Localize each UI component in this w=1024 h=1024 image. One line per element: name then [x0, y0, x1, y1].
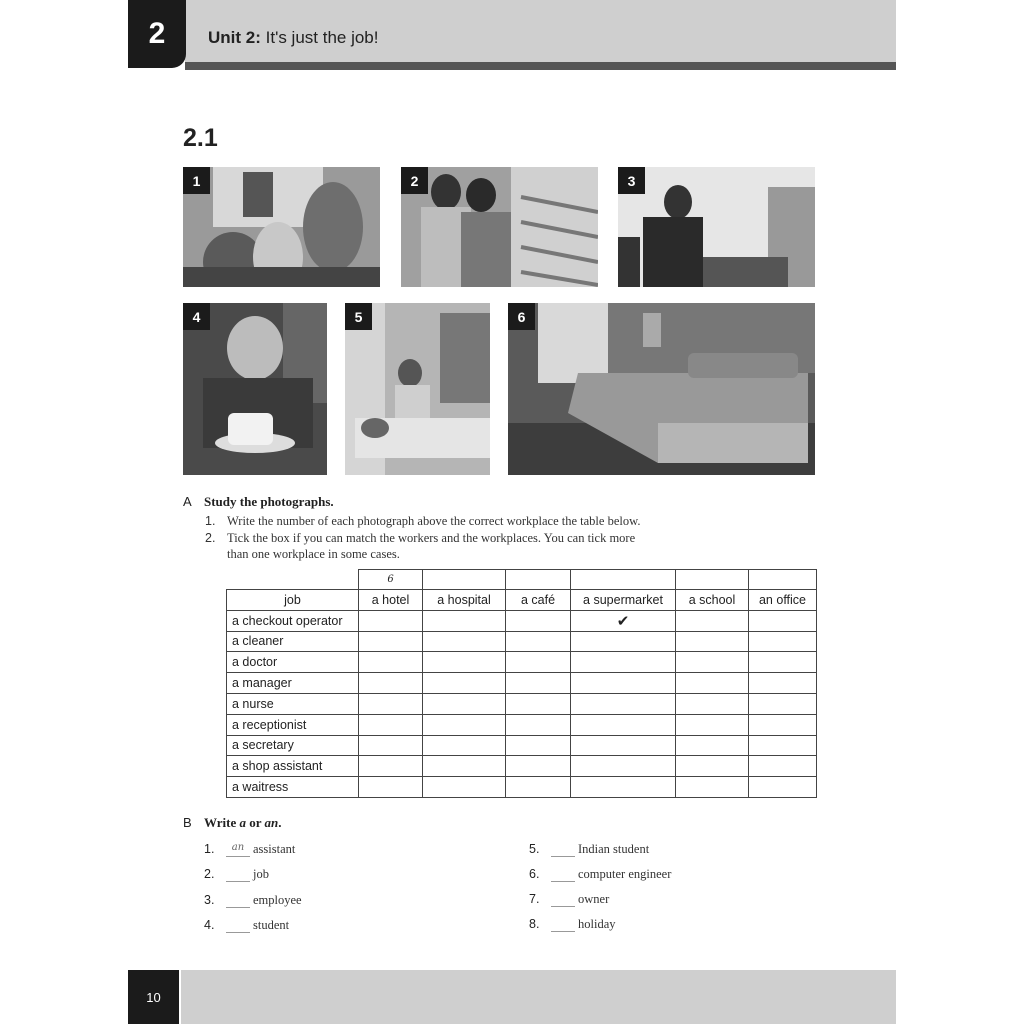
part-b-item-number: 4.	[204, 918, 215, 932]
tick-box[interactable]	[359, 652, 423, 673]
part-b-item-number: 6.	[529, 867, 540, 881]
table-row	[227, 673, 817, 694]
tick-box[interactable]	[359, 735, 423, 756]
photo-number-4: 4	[183, 303, 210, 330]
job-cell: a cleaner	[227, 631, 359, 652]
tick-box[interactable]	[676, 693, 749, 714]
part-b-heading	[204, 815, 282, 831]
tick-box[interactable]	[506, 714, 571, 735]
tick-box[interactable]	[359, 673, 423, 694]
part-b-heading-end: .	[278, 815, 282, 830]
tick-box[interactable]	[749, 735, 817, 756]
part-b-item-number: 8.	[529, 917, 540, 931]
tick-box[interactable]	[423, 610, 506, 631]
hotel-room-image	[508, 303, 815, 475]
part-a-item-1-text: Write the number of each photograph above the correct workplace the table below.	[227, 514, 641, 528]
page-number: 10	[128, 970, 179, 1024]
part-b-item-number: 2.	[204, 867, 215, 881]
job-cell: a shop assistant	[227, 756, 359, 777]
workplace-table	[226, 569, 817, 798]
part-a-item-1-number: 1.	[205, 514, 216, 528]
photo-number-6: 6	[508, 303, 535, 330]
tick-box[interactable]	[676, 631, 749, 652]
part-a-item-2-number: 2.	[205, 531, 216, 545]
hospital-number-cell[interactable]	[423, 570, 506, 590]
part-b-item-word: employee	[253, 893, 302, 907]
answer-blank[interactable]	[226, 893, 250, 908]
tick-box[interactable]	[571, 714, 676, 735]
footer-bar	[181, 970, 896, 1024]
part-b-item-number: 5.	[529, 842, 540, 856]
tick-box[interactable]	[749, 777, 817, 798]
tick-box[interactable]	[359, 756, 423, 777]
part-b-item-word: student	[253, 918, 290, 932]
tick-box[interactable]	[359, 777, 423, 798]
tick-box[interactable]	[506, 610, 571, 631]
tick-box[interactable]	[359, 693, 423, 714]
answer-blank[interactable]: an	[226, 842, 250, 857]
table-row	[227, 714, 817, 735]
photo-hospital	[345, 303, 490, 475]
tick-box[interactable]	[571, 631, 676, 652]
tick-box[interactable]	[571, 652, 676, 673]
tick-box[interactable]	[423, 777, 506, 798]
part-b-item-number: 1.	[204, 842, 215, 856]
part-a-heading: Study the photographs.	[204, 494, 334, 509]
header-job: job	[227, 590, 359, 611]
tick-box[interactable]	[506, 652, 571, 673]
answer-blank[interactable]	[551, 867, 575, 882]
tick-box[interactable]	[749, 652, 817, 673]
photo-cafe	[183, 303, 327, 475]
tick-box[interactable]	[506, 735, 571, 756]
tick-box[interactable]	[571, 673, 676, 694]
tick-box[interactable]	[676, 652, 749, 673]
tick-box[interactable]	[676, 735, 749, 756]
part-a-item-2	[205, 530, 636, 562]
photo-number-2: 2	[401, 167, 428, 194]
tick-box[interactable]	[749, 673, 817, 694]
unit-label: Unit 2:	[208, 28, 261, 47]
table-row	[227, 610, 817, 631]
header-school: a school	[676, 590, 749, 611]
job-cell: a secretary	[227, 735, 359, 756]
tick-box[interactable]	[359, 610, 423, 631]
tick-box[interactable]	[676, 756, 749, 777]
tick-box[interactable]	[571, 777, 676, 798]
part-b-heading-or: or	[246, 815, 265, 830]
photo-number-3: 3	[618, 167, 645, 194]
tick-box[interactable]	[676, 673, 749, 694]
part-b-item-word: assistant	[253, 842, 296, 856]
photo-number-1: 1	[183, 167, 210, 194]
tick-box[interactable]	[571, 735, 676, 756]
part-b-item-word: holiday	[578, 917, 616, 931]
table-row	[227, 631, 817, 652]
tick-box[interactable]	[749, 756, 817, 777]
part-b-heading-a: a	[239, 815, 246, 830]
header-hotel: a hotel	[359, 590, 423, 611]
header-office: an office	[749, 590, 817, 611]
part-b-item-word: job	[253, 867, 269, 881]
job-cell: a manager	[227, 673, 359, 694]
tick-box[interactable]	[506, 673, 571, 694]
tick-box[interactable]	[676, 610, 749, 631]
tick-box[interactable]	[749, 610, 817, 631]
photo-number-row	[227, 570, 817, 590]
job-cell: a waitress	[227, 777, 359, 798]
supermarket-number-cell[interactable]	[571, 570, 676, 590]
tick-box[interactable]	[749, 631, 817, 652]
answer-blank[interactable]	[226, 918, 250, 933]
photo-supermarket	[401, 167, 598, 287]
tick-box[interactable]	[423, 756, 506, 777]
table-header-row	[227, 590, 817, 611]
part-b-letter: B	[183, 815, 192, 830]
tick-box[interactable]	[506, 631, 571, 652]
answer-blank[interactable]	[551, 892, 575, 907]
tick-box[interactable]	[571, 693, 676, 714]
answer-blank[interactable]	[551, 842, 575, 857]
tick-box[interactable]	[423, 652, 506, 673]
classroom-image	[183, 167, 380, 287]
tick-box[interactable]	[423, 693, 506, 714]
header-hospital: a hospital	[423, 590, 506, 611]
unit-title-text: It's just the job!	[265, 28, 379, 47]
header-cafe: a café	[506, 590, 571, 611]
tick-box[interactable]	[359, 631, 423, 652]
answer-blank[interactable]	[226, 867, 250, 882]
tick-box[interactable]	[506, 756, 571, 777]
cafe-number-cell[interactable]	[506, 570, 571, 590]
part-b-item-word: computer engineer	[578, 867, 672, 881]
part-a-letter: A	[183, 494, 192, 509]
tick-box[interactable]	[676, 714, 749, 735]
part-a-item-1	[205, 513, 641, 529]
table-row	[227, 652, 817, 673]
table-row	[227, 777, 817, 798]
part-a-item-2-line2: than one workplace in some cases.	[227, 547, 400, 561]
photo-number-5: 5	[345, 303, 372, 330]
supermarket-image	[401, 167, 598, 287]
part-b-heading-an: an	[264, 815, 279, 830]
tick-box[interactable]	[571, 756, 676, 777]
tick-box[interactable]	[749, 693, 817, 714]
job-cell: a doctor	[227, 652, 359, 673]
number-row-spacer	[227, 570, 359, 590]
tick-box[interactable]: ✔	[571, 610, 676, 631]
header-rule	[185, 62, 896, 70]
tick-box[interactable]	[676, 777, 749, 798]
table-row	[227, 735, 817, 756]
school-number-cell[interactable]	[676, 570, 749, 590]
part-b-item-word: owner	[578, 892, 610, 906]
answer-blank[interactable]	[551, 917, 575, 932]
table-body	[227, 610, 817, 797]
photo-classroom	[183, 167, 380, 287]
part-b-item-word: Indian student	[578, 842, 650, 856]
unit-title	[208, 28, 378, 48]
photo-office	[618, 167, 815, 287]
table-row	[227, 756, 817, 777]
header-supermarket: a supermarket	[571, 590, 676, 611]
section-title: 2.1	[183, 124, 218, 152]
part-b-item-number: 3.	[204, 893, 215, 907]
tick-box[interactable]	[749, 714, 817, 735]
unit-number-badge: 2	[128, 0, 186, 68]
hotel-number-cell[interactable]: 6	[359, 570, 423, 590]
office-number-cell[interactable]	[749, 570, 817, 590]
tick-box[interactable]	[423, 673, 506, 694]
job-cell: a nurse	[227, 693, 359, 714]
tick-box[interactable]	[359, 714, 423, 735]
photo-hotel-room	[508, 303, 815, 475]
table-row	[227, 693, 817, 714]
office-image	[618, 167, 815, 287]
part-a-item-2-line1: Tick the box if you can match the workers and the workplaces. You can tick more	[227, 531, 636, 545]
tick-box[interactable]	[506, 693, 571, 714]
tick-box[interactable]	[423, 631, 506, 652]
tick-box[interactable]	[423, 714, 506, 735]
part-b-heading-pre: Write	[204, 815, 240, 830]
tick-box[interactable]	[423, 735, 506, 756]
part-b-item-number: 7.	[529, 892, 540, 906]
job-cell: a checkout operator	[227, 610, 359, 631]
tick-box[interactable]	[506, 777, 571, 798]
job-cell: a receptionist	[227, 714, 359, 735]
